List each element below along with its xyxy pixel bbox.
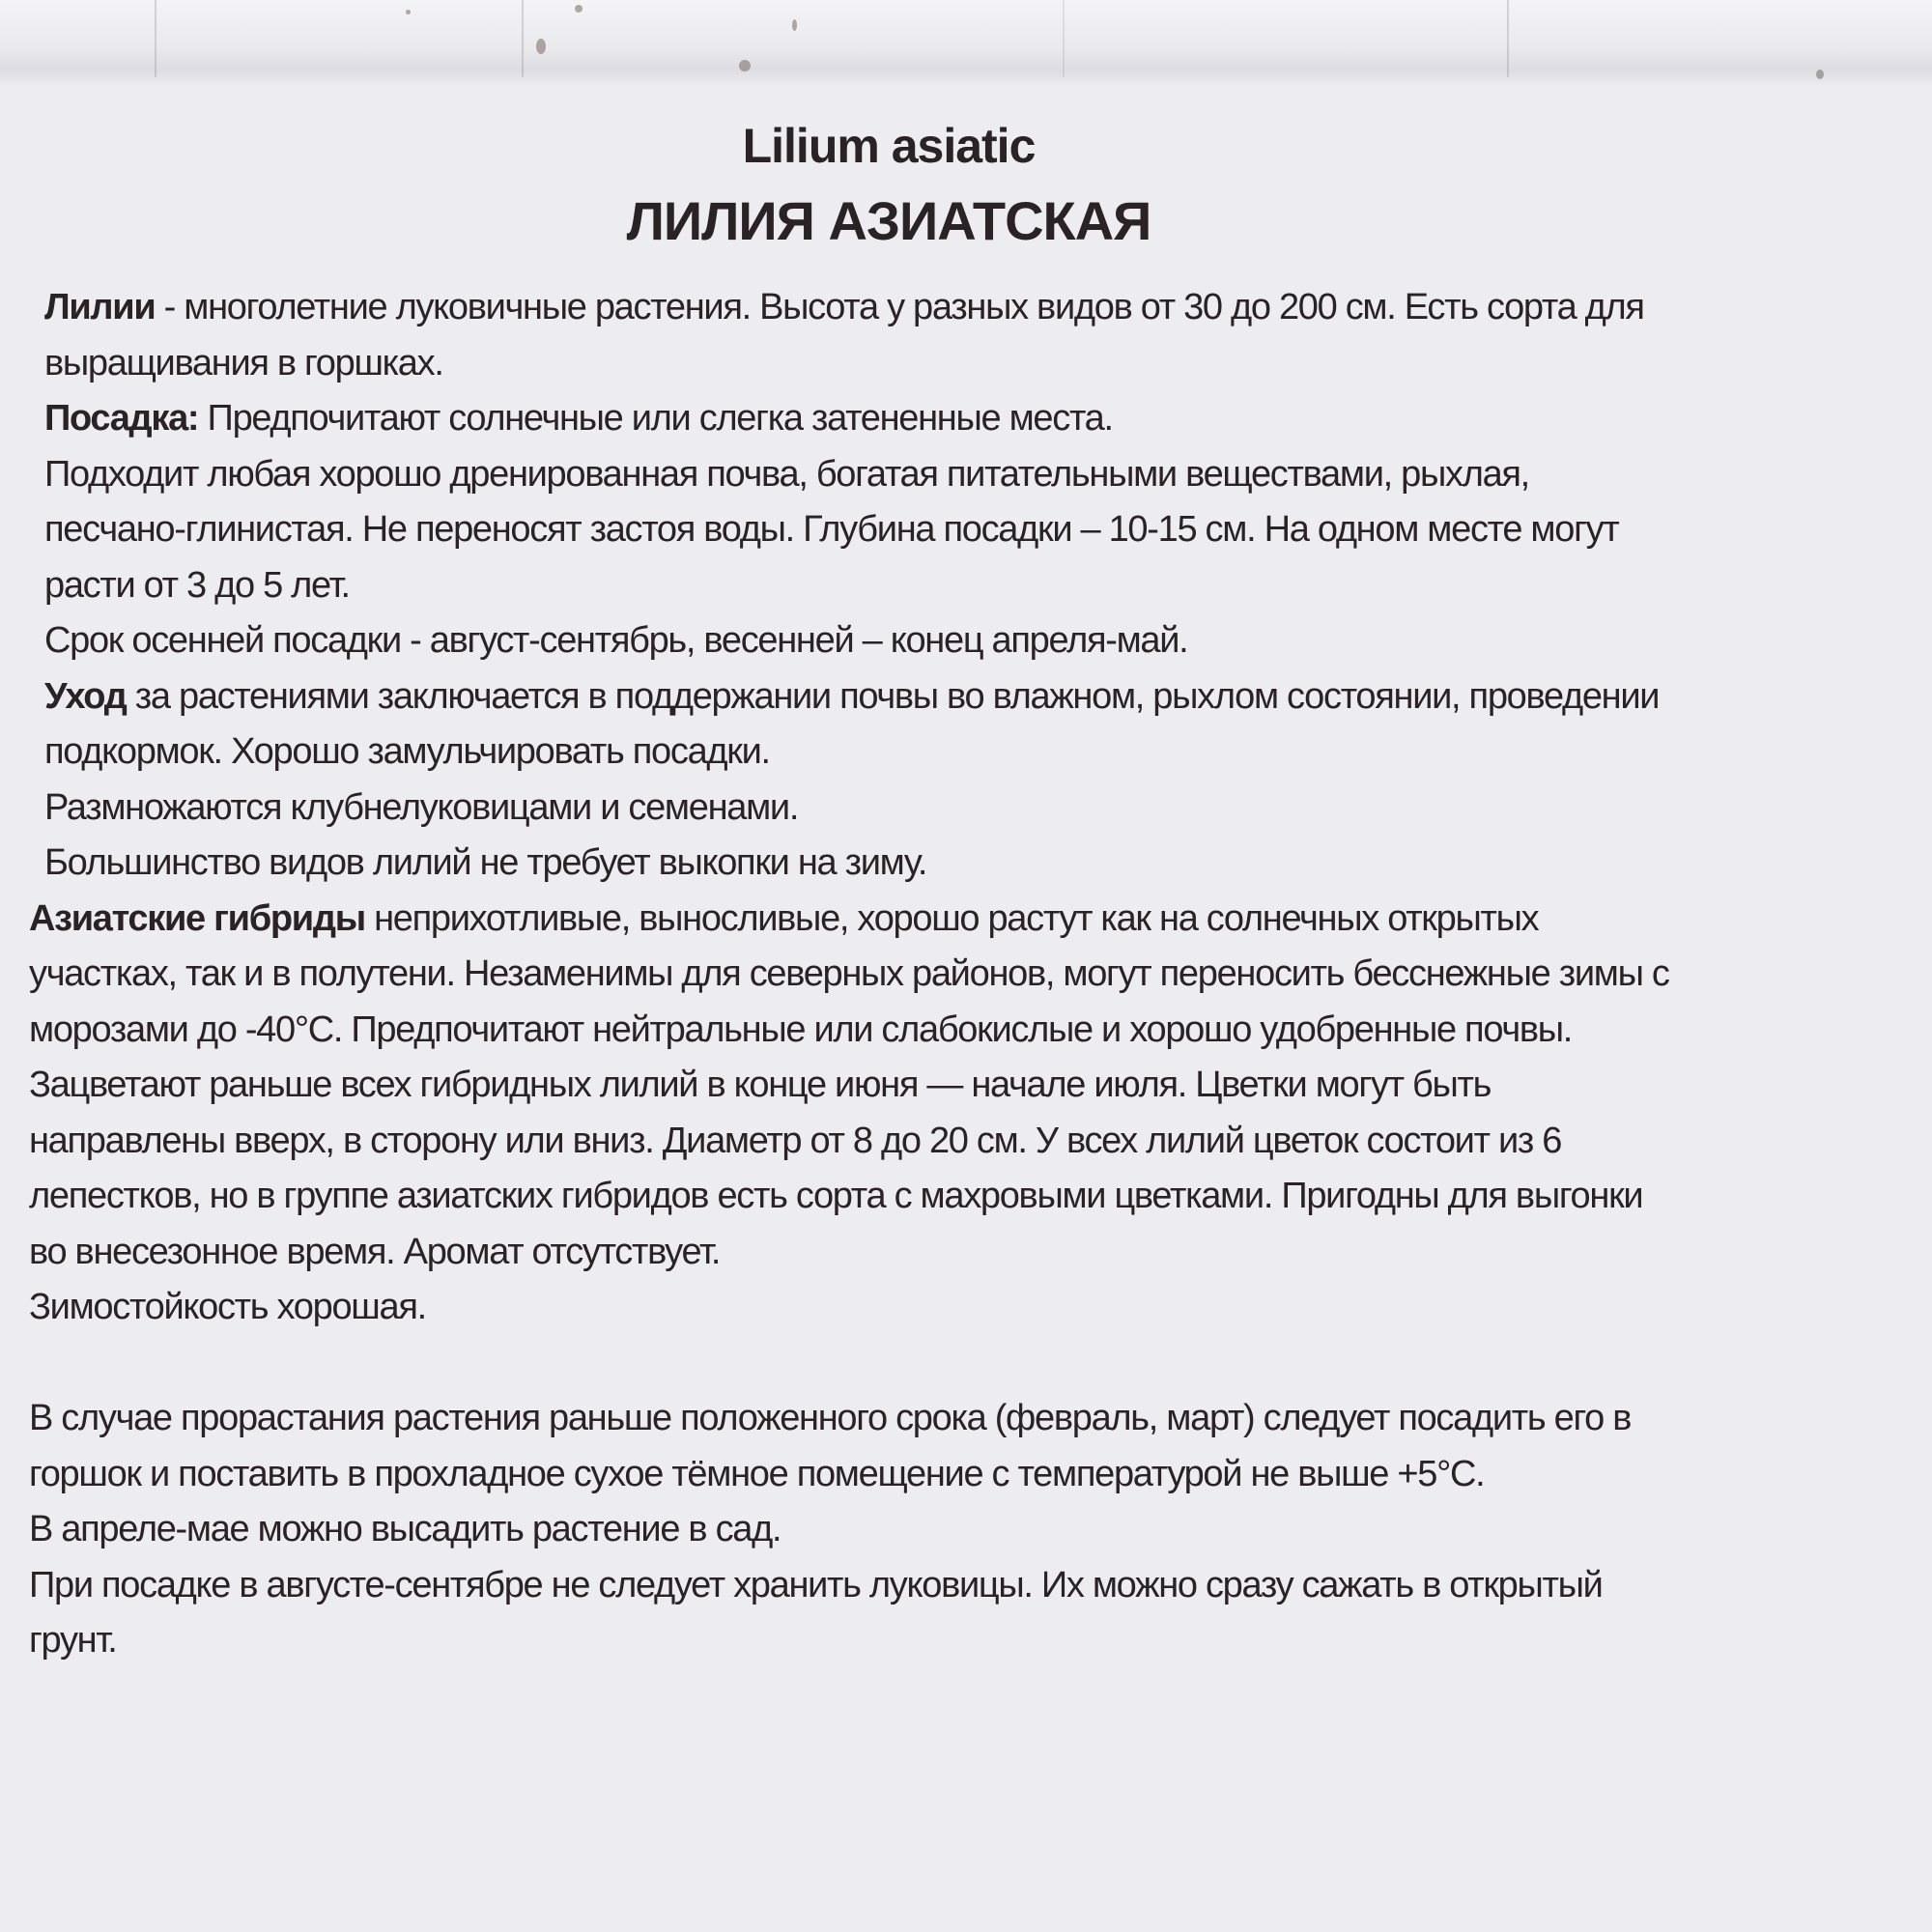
text-line: участках, так и в полутени. Незаменимы для северных районов, могут переносить бесснежные зимы с [29, 953, 1669, 994]
footer-line: горшок и поставить в прохладное сухое тёмное помещение с температурой не выше +5°С. [29, 1453, 1485, 1494]
footer-line: грунт. [29, 1620, 117, 1661]
text-line: Азиатские гибриды неприхотливые, выносливые, хорошо растут как на солнечных открытых [29, 897, 1539, 939]
text-line: направлены вверх, в сторону или вниз. Диаметр от 8 до 20 см. У всех лилий цветок состоит из 6 [29, 1120, 1562, 1161]
footer-line: В случае прорастания растения раньше положенного срока (февраль, март) следует посадить его в [29, 1398, 1632, 1438]
text-line: песчано-глинистая. Не переносят застоя воды. Глубина посадки – 10-15 см. На одном месте могут [44, 509, 1619, 550]
text-line: подкормок. Хорошо замульчировать посадки. [44, 731, 770, 772]
title-latin: Lilium asiatic [742, 119, 1036, 173]
footer-line: При посадке в августе-сентябре не следует хранить луковицы. Их можно сразу сажать в открытый [29, 1564, 1603, 1605]
text-line: Большинство видов лилий не требует выкопки на зиму. [44, 842, 927, 883]
text-line: Подходит любая хорошо дренированная почва, богатая питательными веществами, рыхлая, [44, 453, 1529, 495]
text-line: Размножаются клубнелуковицами и семенами. [44, 786, 799, 828]
plastic-bag-top [0, 0, 1932, 87]
text-line: выращивания в горшках. [44, 342, 443, 384]
text-line: Посадка: Предпочитают солнечные или слегка затененные места. [44, 398, 1113, 439]
description-body [29, 280, 1913, 1669]
text-line: Лилии - многолетние луковичные растения. Высота у разных видов от 30 до 200 см. Есть сорта для [44, 287, 1644, 327]
title-russian: ЛИЛИЯ АЗИАТСКАЯ [626, 190, 1151, 251]
text-line: Срок осенней посадки - август-сентябрь, весенней – конец апреля-май. [44, 620, 1188, 661]
text-line: Зимостойкость хорошая. [29, 1287, 426, 1327]
text-line: Уход за растениями заключается в поддержании почвы во влажном, рыхлом состоянии, проведении [44, 675, 1660, 717]
text-line: Зацветают раньше всех гибридных лилий в конце июня — начале июля. Цветки могут быть [29, 1065, 1492, 1105]
text-line: расти от 3 до 5 лет. [44, 564, 350, 606]
text-line: во внесезонное время. Аромат отсутствует. [29, 1231, 721, 1272]
text-line: лепестков, но в группе азиатских гибридов есть сорта с махровыми цветками. Пригодны для выгонки [29, 1176, 1643, 1216]
footer-line: В апреле-мае можно высадить растение в сад. [29, 1509, 781, 1549]
text-line: морозами до -40°С. Предпочитают нейтральные или слабокислые и хорошо удобренные почвы. [29, 1009, 1572, 1050]
